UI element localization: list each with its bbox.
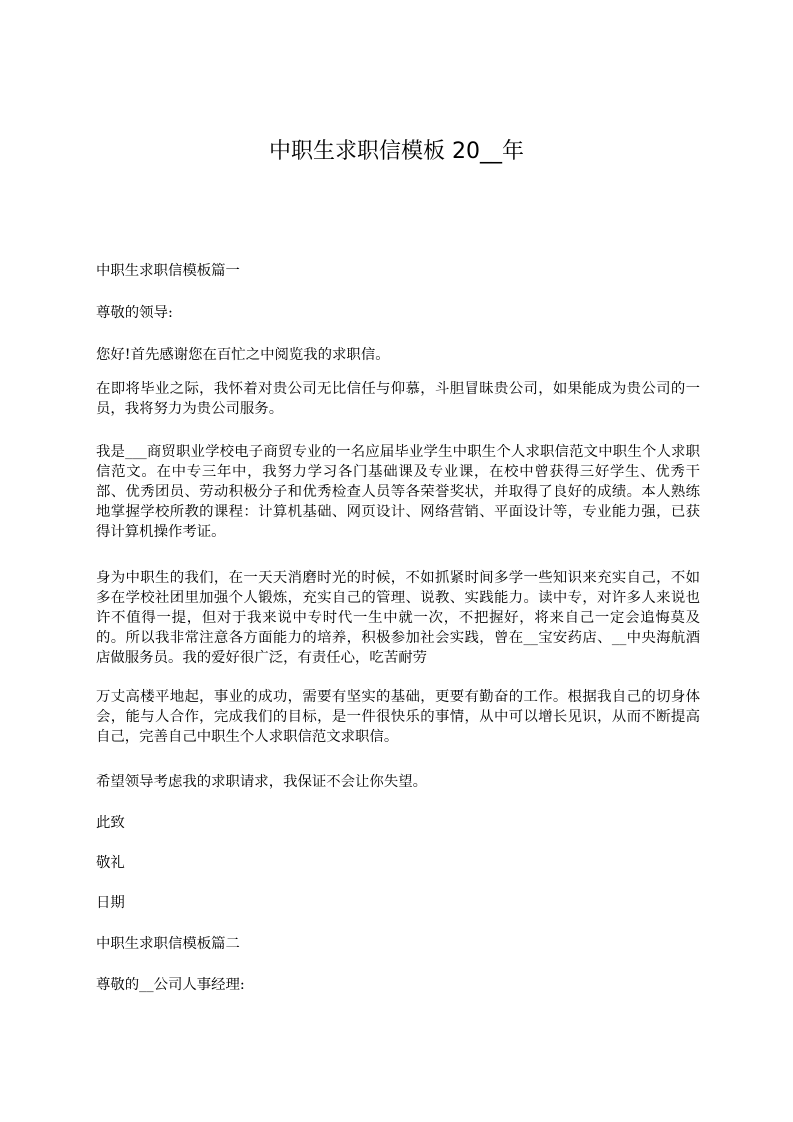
request-paragraph: 希望领导考虑我的求职请求，我保证不会让你失望。 — [96, 774, 427, 790]
salutation: 尊敬的领导: — [96, 305, 173, 321]
motivation-paragraph: 万丈高楼平地起，事业的成功，需要有坚实的基础，更要有勤奋的工作。根据我自己的切身体会，能与人合作，完成我们的目标，是一件很快乐的事情，从中可以增长见识，从而不断提高自己，完善自己中职生个人求职信范文求职信。 — [96, 689, 700, 745]
section-heading-one: 中职生求职信模板篇一 — [96, 263, 240, 279]
section-heading-two: 中职生求职信模板篇二 — [96, 936, 240, 952]
experience-paragraph: 身为中职生的我们，在一天天消磨时光的时候，不如抓紧时间多学一些知识来充实自己，不如多在学校社团里加强个人锻炼，充实自己的管理、说教、实践能力。读中专，对许多人来说也许不值得一提，但对于我来说中专时代一生中就一次，不把握好，将来自己一定会追悔莫及的。所以我非常注意各方面能力的培养，积极参加社会实践，曾在__宝安药店、__中央海航酒店做服务员。我的爱好很广泛，有责任心，吃苦耐劳 — [96, 570, 700, 666]
closing-line-1: 此致 — [96, 815, 125, 831]
document-title: 中职生求职信模板 20__年 — [269, 139, 524, 164]
salutation-two: 尊敬的__公司人事经理: — [96, 977, 245, 993]
intro-paragraph: 在即将毕业之际，我怀着对贵公司无比信任与仰慕，斗胆冒昧贵公司，如果能成为贵公司的一员，我将努力为贵公司服务。 — [96, 381, 700, 417]
background-paragraph: 我是___商贸职业学校电子商贸专业的一名应届毕业学生中职生个人求职信范文中职生个人求职信范文。在中专三年中，我努力学习各门基础课及专业课，在校中曾获得三好学生、优秀干部、优秀团员、劳动积极分子和优秀检查人员等各荣誉奖状，并取得了良好的成绩。本人熟练地掌握学校所教的课程：计算机基础、网页设计、网络营销、平面设计等，专业能力强，已获得计算机操作考证。 — [96, 444, 700, 540]
greeting-paragraph: 您好!首先感谢您在百忙之中阅览我的求职信。 — [96, 347, 390, 363]
date-line: 日期 — [96, 895, 125, 911]
closing-line-2: 敬礼 — [96, 855, 125, 871]
